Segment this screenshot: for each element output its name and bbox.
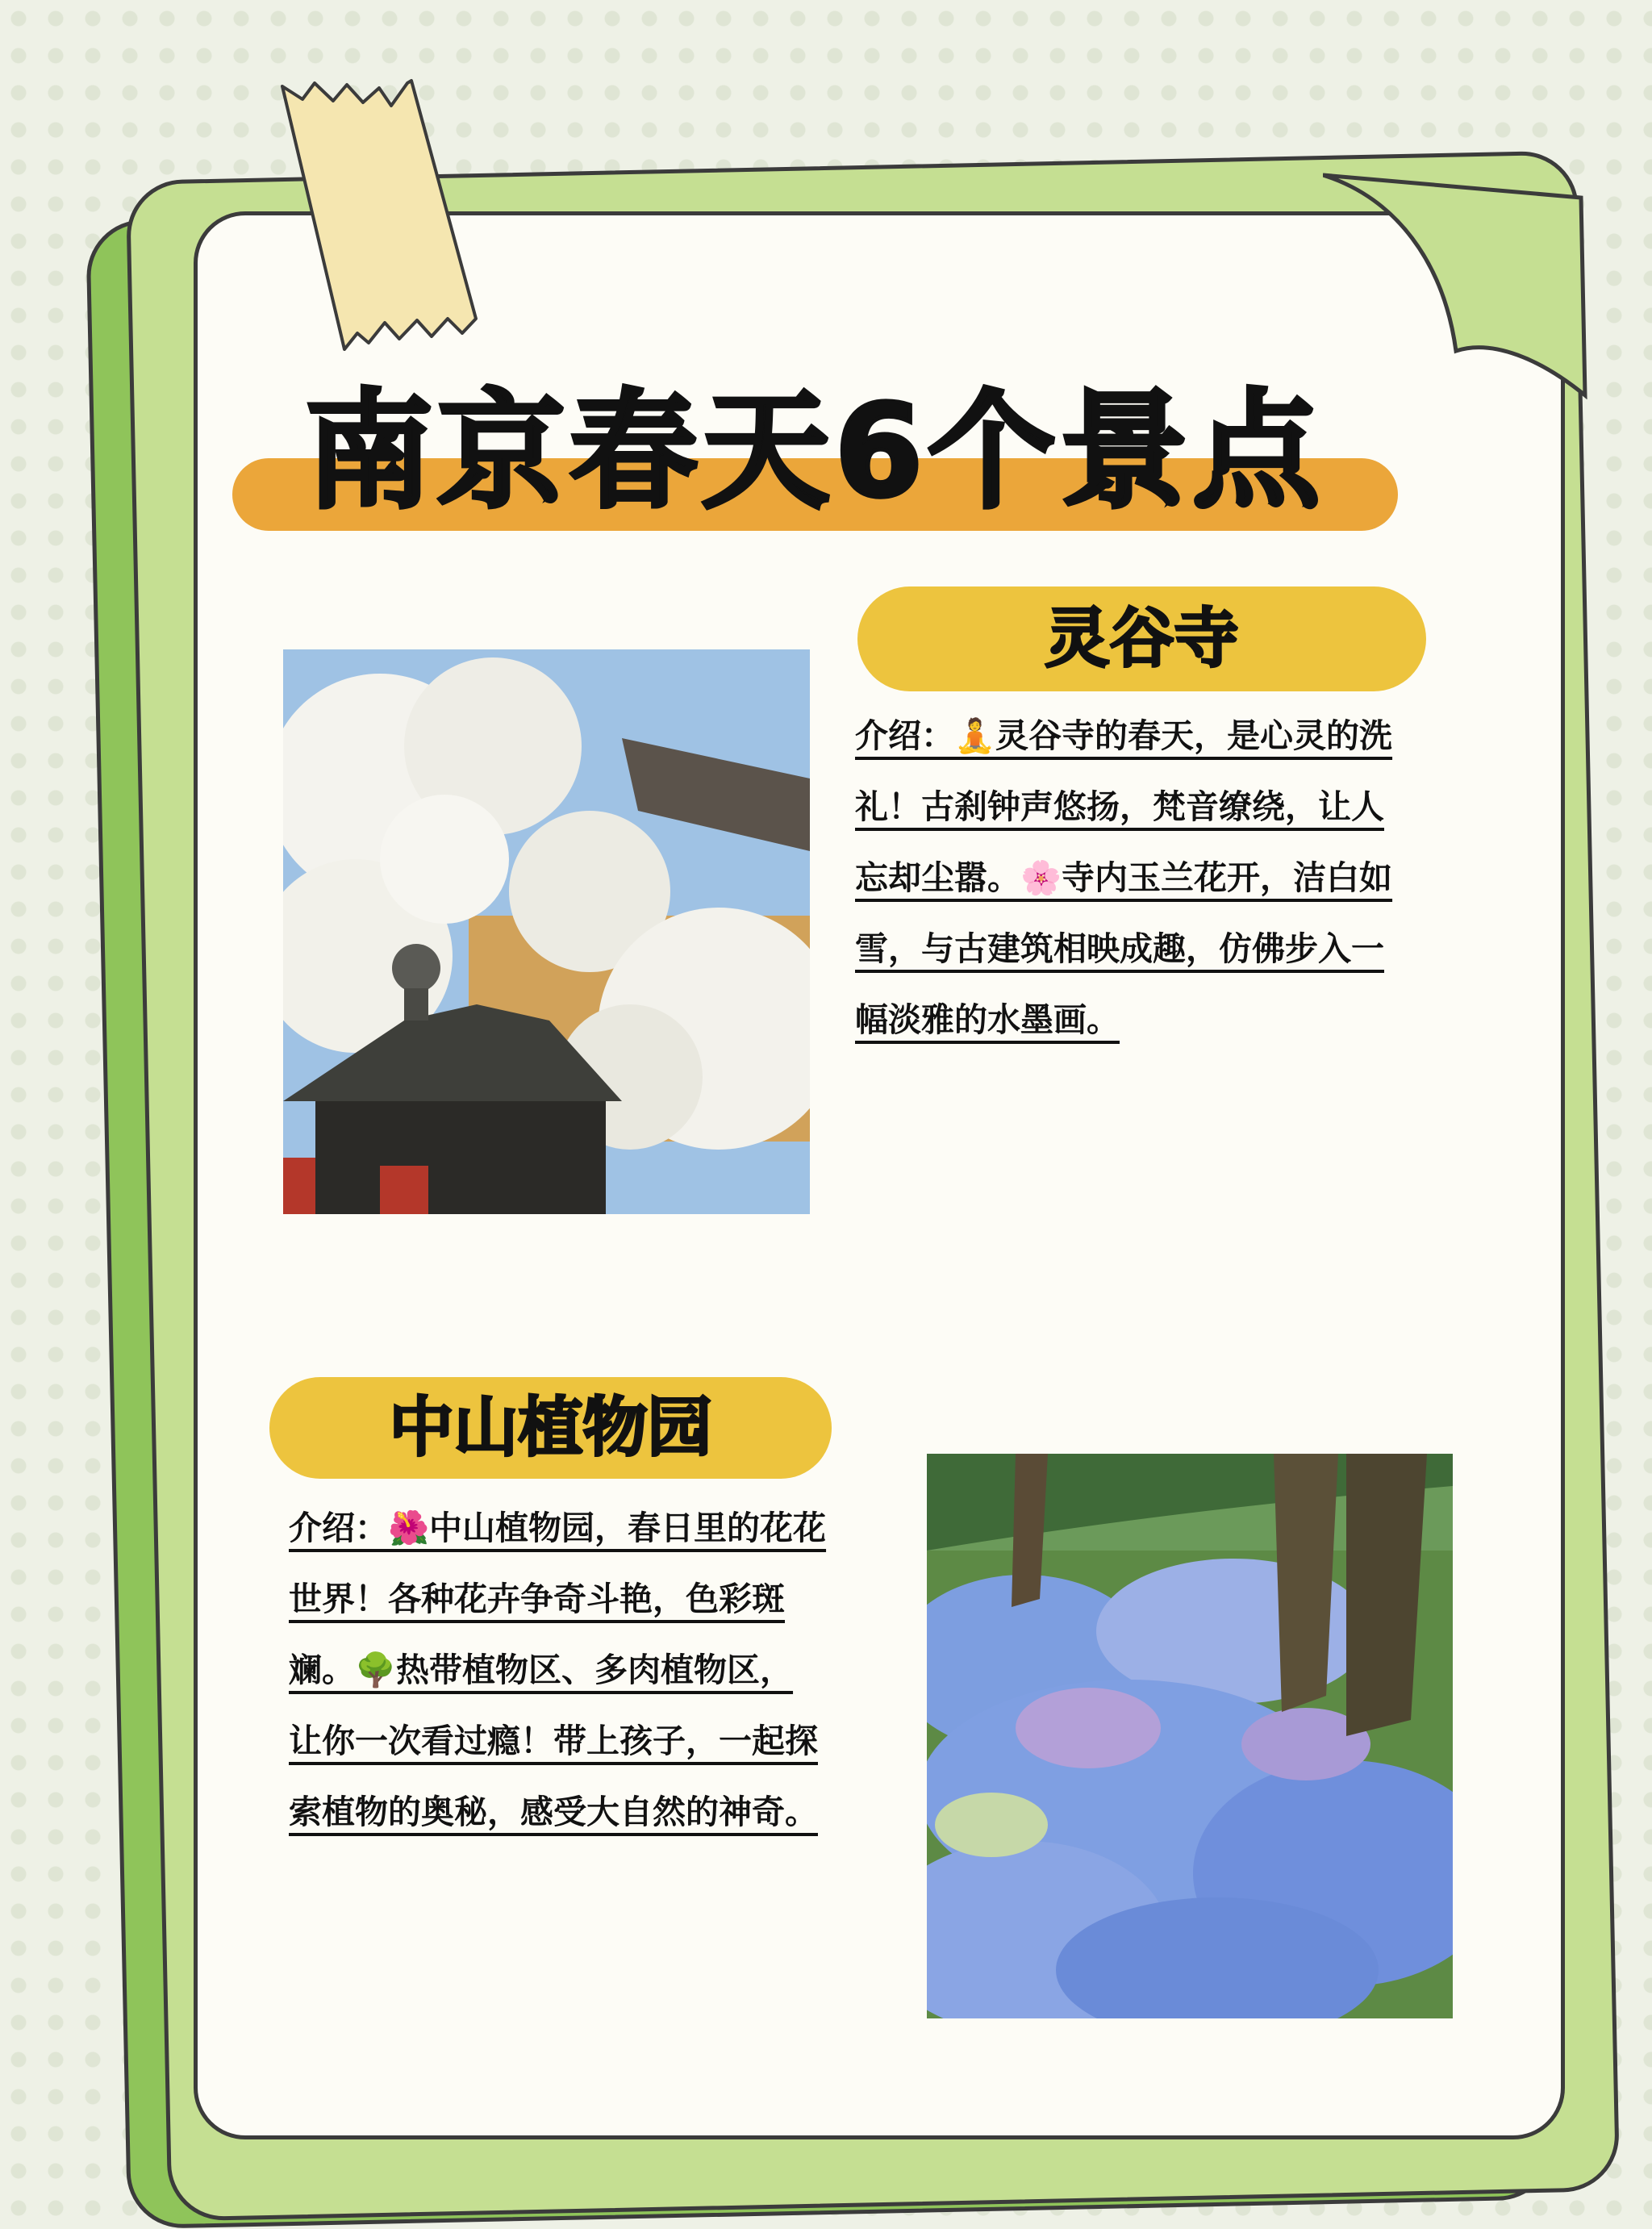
spot-name-linggu: 灵谷寺 [857,586,1426,691]
description-line: 介绍：🌺中山植物园，春日里的花花 [289,1509,827,1547]
description-line: 介绍：🧘灵谷寺的春天，是心灵的洗 [855,716,1393,755]
tape-strip-icon [278,77,480,351]
description-line: 让你一次看过瘾！带上孩子，一起探 [289,1722,818,1760]
hydrangea-garden-illustration [927,1454,1453,2018]
description-line: 忘却尘嚣。🌸寺内玉兰花开，洁白如 [855,858,1393,897]
page-curl-corner [1323,165,1589,399]
spot-name-zhongshan: 中山植物园 [269,1377,832,1479]
spot-description-zhongshan [289,1492,902,1847]
magnolia-temple-photo [283,649,810,1214]
spot-description-linggu [855,700,1468,1055]
magnolia-temple-illustration [283,649,810,1214]
description-line: 世界！各种花卉争奇斗艳，色彩斑 [289,1580,785,1618]
description-line: 索植物的奥秘，感受大自然的神奇。 [289,1793,818,1831]
hydrangea-garden-photo [927,1454,1453,2018]
description-line: 雪，与古建筑相映成趣，仿佛步入一 [855,929,1384,968]
description-line: 礼！古刹钟声悠扬，梵音缭绕，让人 [855,787,1384,826]
description-line: 幅淡雅的水墨画。 [855,1000,1120,1039]
description-line: 斓。🌳热带植物区、多肉植物区， [289,1651,794,1689]
page-title: 南京春天6个景点 [305,378,1325,526]
